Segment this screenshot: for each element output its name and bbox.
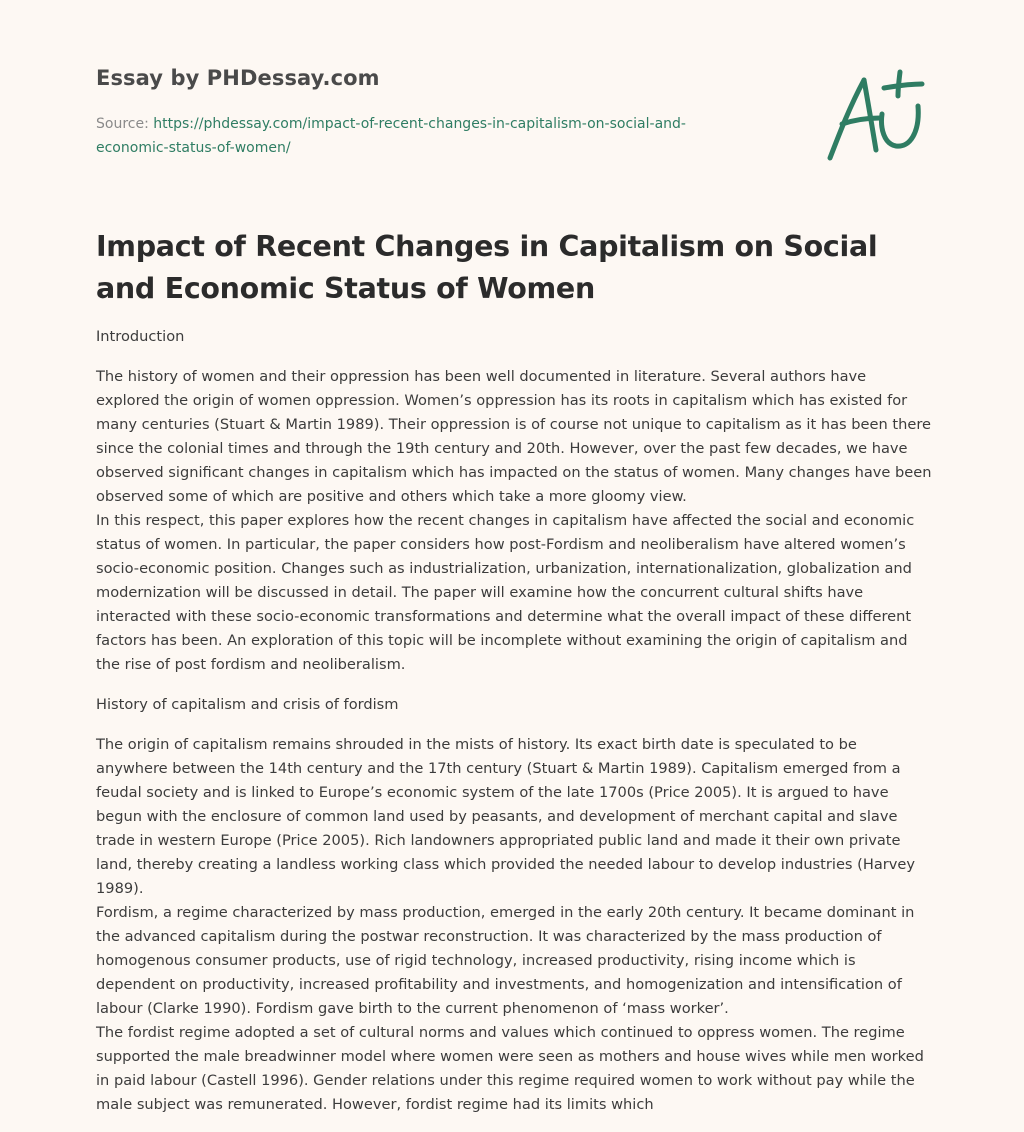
source-url-line1: https://phdessay.com/impact-of-recent-changes-in-capitalism-on-social-and-: [153, 116, 686, 132]
paragraph: In this respect, this paper explores how the recent changes in capitalism have affected the social and economic status of women. In particular, the paper considers how post-Fordism and neoliberalism have altered women’s socio-economic position. Changes such as industrialization, urbanization, internationalization, globalization and modernization will be discussed in detail. The paper will examine how the concurrent cultural shifts have interacted with these socio-economic transformations and determine what the overall impact of these different factors has been. An exploration of this topic will be incomplete without examining the origin of capitalism and the rise of post fordism and neoliberalism.: [96, 512, 915, 673]
paragraph: The fordist regime adopted a set of cultural norms and values which continued to oppress women. The regime supported the male breadwinner model where women were seen as mothers and house wives while men worked in paid labour (Castell 1996). Gender relations under this regime required women to work without pay while the male subject was remunerated. However, fordist regime had its limits which: [96, 1024, 924, 1113]
essay-body: [96, 325, 932, 1117]
source-label: Source:: [96, 116, 149, 132]
paragraph: The origin of capitalism remains shrouded in the mists of history. Its exact birth date is speculated to be anywhere between the 14th century and the 17th century (Stuart & Martin 1989). Capitalism emerged from a feudal society and is linked to Europe’s economic system of the late 1700s (Price 2005). It is argued to have begun with the enclosure of common land used by peasants, and development of merchant capital and slave trade in western Europe (Price 2005). Rich landowners appropriated public land and made it their own private land, thereby creating a landless working class which provided the needed labour to develop industries (Harvey 1989).: [96, 736, 916, 897]
page-title: Impact of Recent Changes in Capitalism on Social and Economic Status of Women: [96, 230, 878, 305]
paragraph: Fordism, a regime characterized by mass production, emerged in the early 20th century. It became dominant in the advanced capitalism during the postwar reconstruction. It was characterized by the mass production of homogenous consumer products, use of rigid technology, increased productivity, rising income which is dependent on productivity, increased profitability and investments, and homogenization and intensification of labour (Clarke 1990). Fordism gave birth to the current phenomenon of ‘mass worker’.: [96, 904, 915, 1017]
a-plus-logo-icon: [822, 66, 928, 166]
source-link[interactable]: [96, 116, 686, 156]
section-heading-history: History of capitalism and crisis of fordism: [96, 696, 399, 713]
site-brand: Essay by PHDessay.com: [96, 66, 380, 90]
source-url-line2: economic-status-of-women/: [96, 140, 291, 156]
section-heading-introduction: Introduction: [96, 328, 185, 345]
source-line: [96, 112, 796, 160]
paragraph: The history of women and their oppression has been well documented in literature. Several authors have explored the origin of women oppression. Women’s oppression has its roots in capitalism which has existed for many centuries (Stuart & Martin 1989). Their oppression is of course not unique to capitalism as it has been there since the colonial times and through the 19th century and 20th. However, over the past few decades, we have observed significant changes in capitalism which has impacted on the status of women. Many changes have been observed some of which are positive and others which take a more gloomy view.: [96, 368, 932, 505]
